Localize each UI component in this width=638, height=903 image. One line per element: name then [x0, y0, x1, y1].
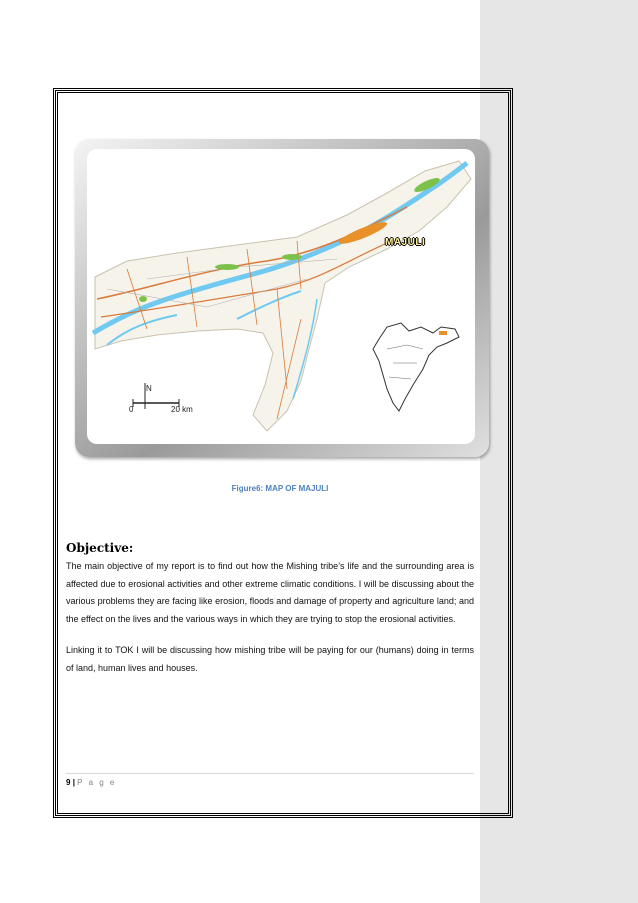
objective-paragraph-1: The main objective of my report is to find out how the Mishing tribe’s life and the surrounding area is affected due to erosional activities and other extreme climatic conditions. I will be discussing about the various problems they are facing like erosion, floods and damage of property and agriculture land; and the effect on the lives and the various ways in which they are trying to stop the erosional activities.: [66, 561, 474, 624]
page-footer: [66, 778, 116, 787]
figure-caption: Figure6: MAP OF MAJULI: [231, 484, 329, 493]
page-label: P a g e: [77, 778, 117, 787]
map-image: [87, 149, 475, 444]
footer-divider: [66, 773, 474, 774]
page-number: 9: [66, 778, 71, 787]
map-figure-frame: [75, 139, 489, 457]
scale-distance-label: 20 km: [171, 405, 193, 414]
north-arrow-label: N: [146, 384, 152, 393]
objective-heading: Objective:: [66, 541, 134, 555]
india-inset-outline: [373, 323, 459, 411]
map-label-majuli: MAJULI: [385, 237, 426, 248]
objective-paragraph-2: Linking it to TOK I will be discussing how mishing tribe will be paying for our (humans) doing in terms of land, human lives and houses.: [66, 645, 474, 673]
scale-zero-label: 0: [129, 405, 134, 414]
footer-separator: |: [72, 778, 75, 787]
